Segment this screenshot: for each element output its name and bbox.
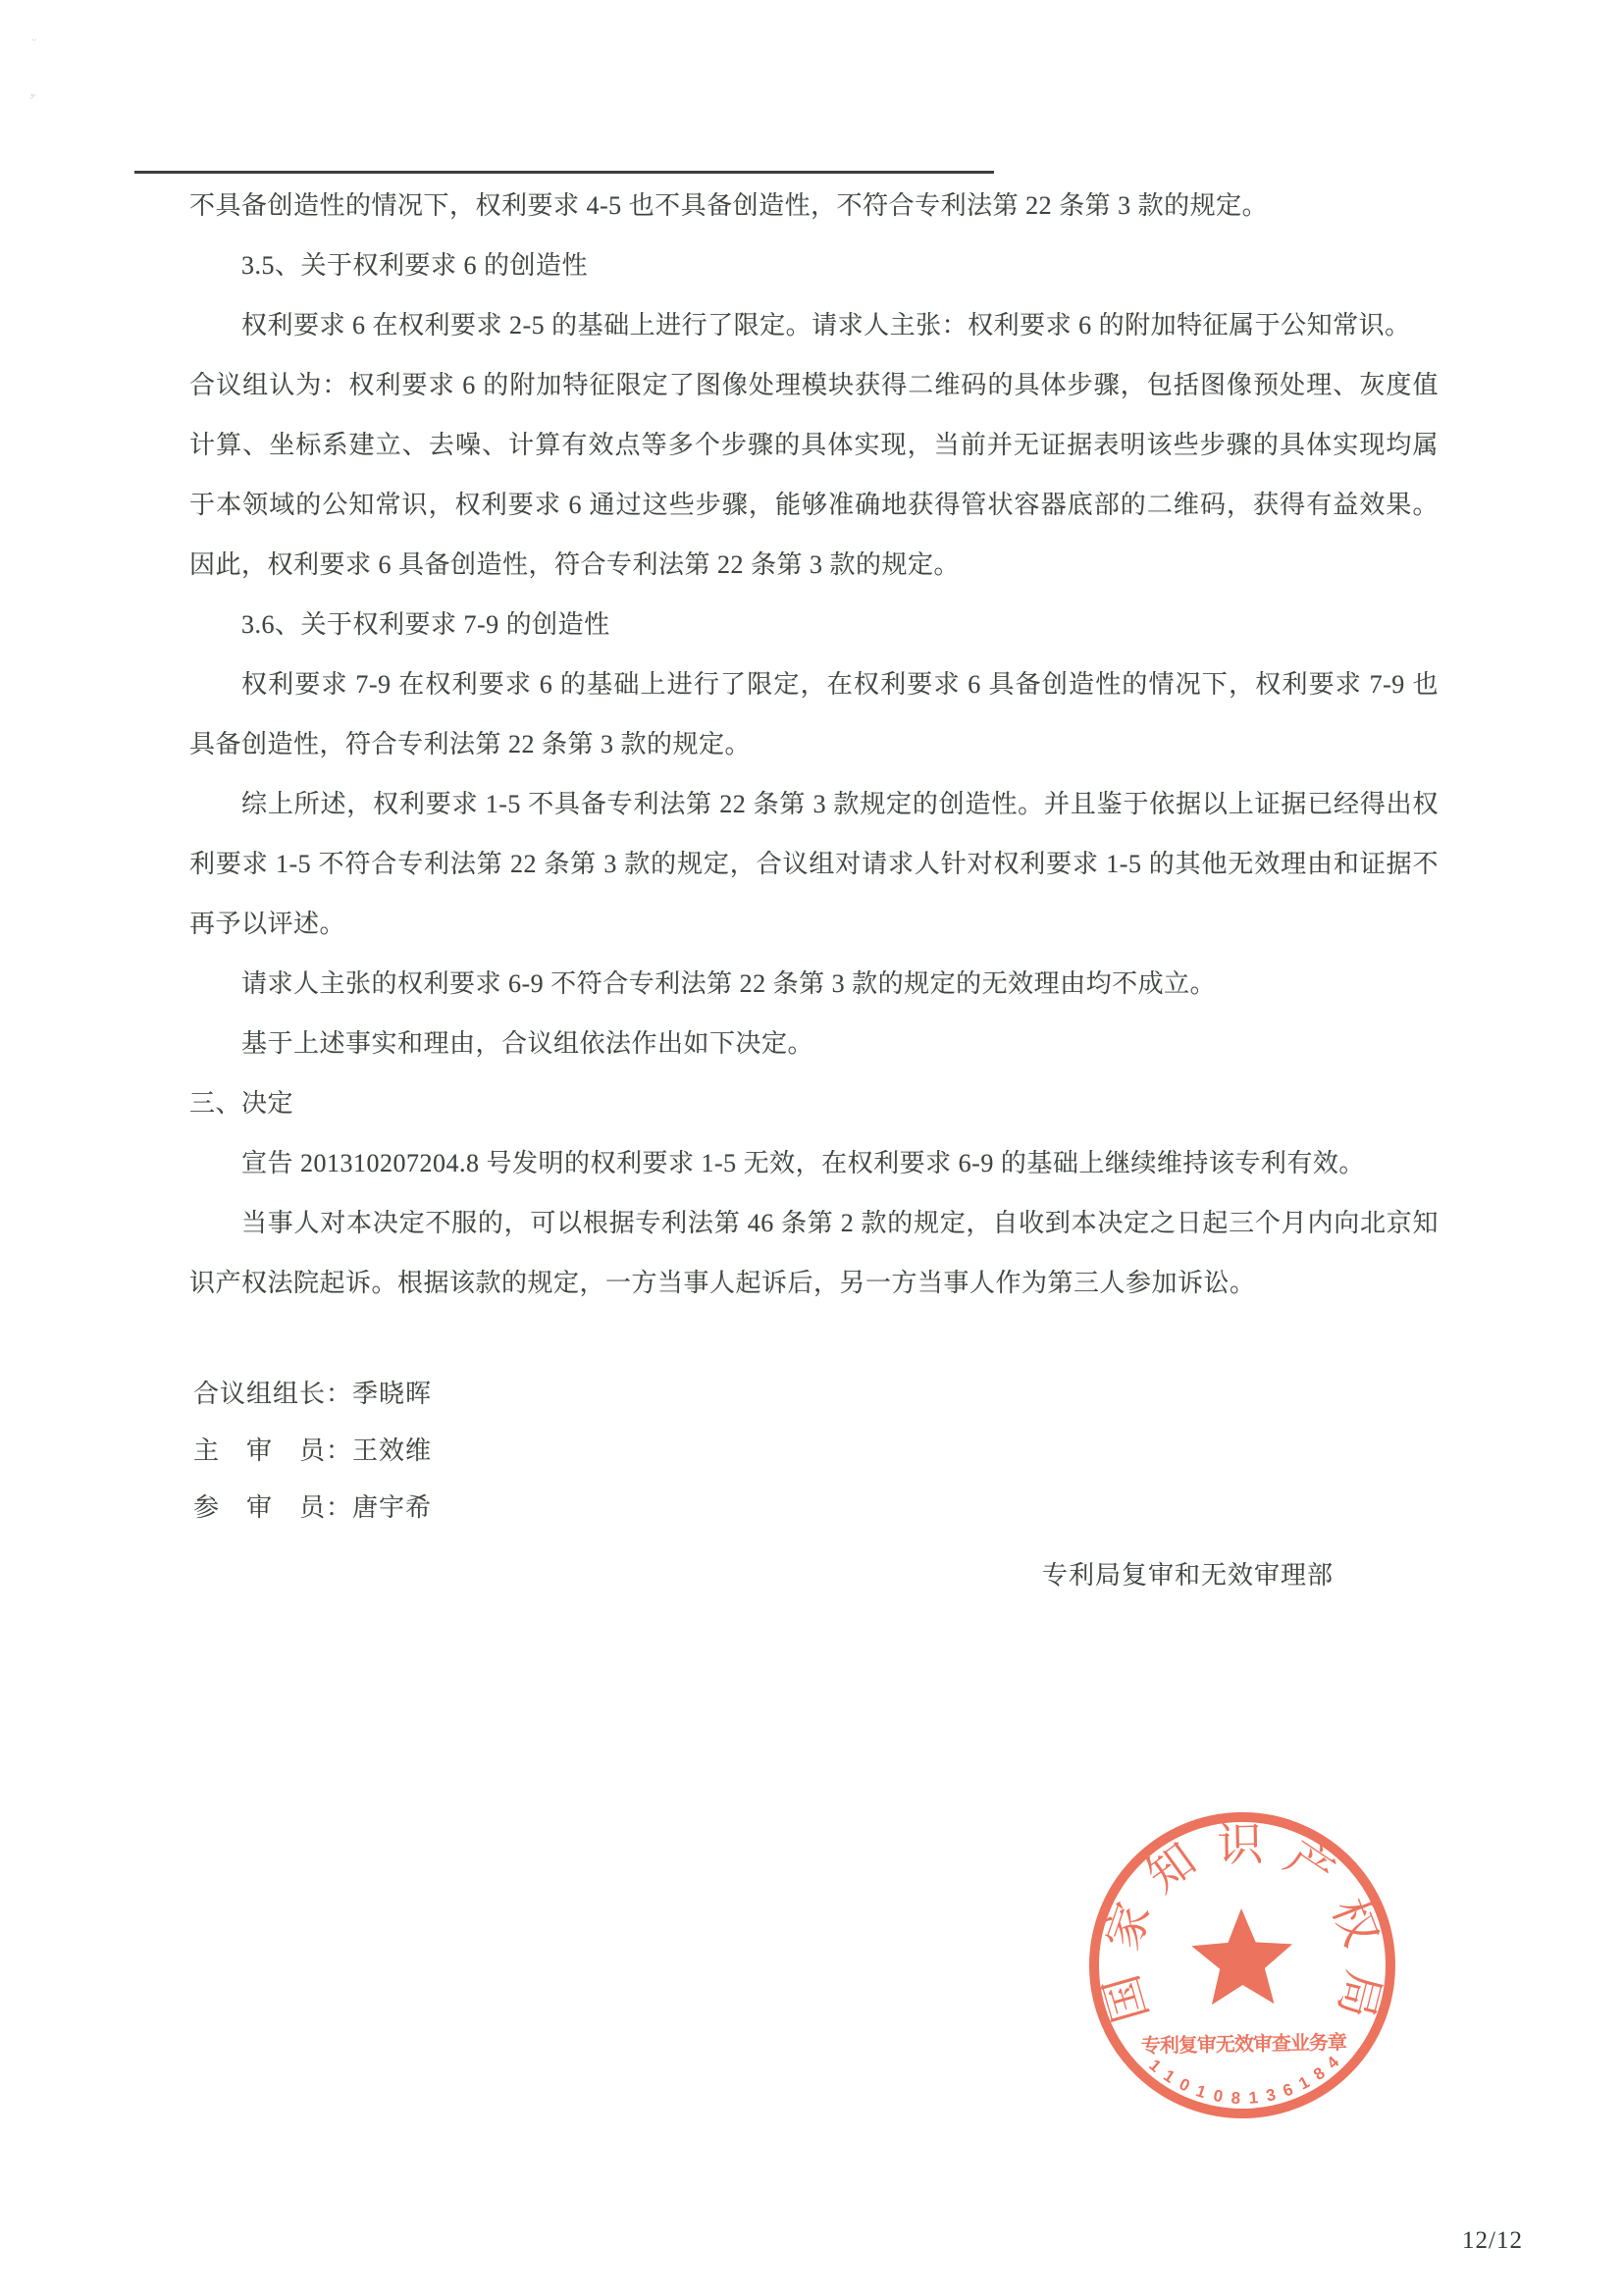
text-line: 3.5、关于权利要求 6 的创造性 bbox=[241, 251, 589, 280]
seal-serial-digit: 8 bbox=[1310, 2063, 1329, 2084]
official-seal bbox=[1074, 1798, 1410, 2133]
seal-serial-digit: 0 bbox=[1176, 2074, 1193, 2096]
seal-serial-digit: 1 bbox=[1160, 2065, 1178, 2087]
text-line: 宣告 201310207204.8 号发明的权利要求 1-5 无效，在权利要求 6-9 的基础上继续维持该专利有效。 bbox=[241, 1149, 1365, 1177]
seal-ring-char: 家 bbox=[1097, 1896, 1161, 1957]
seal-ring-char: 局 bbox=[1328, 1965, 1389, 2023]
seal-serial-digit: 1 bbox=[1247, 2088, 1259, 2108]
text-line: 于本领域的公知常识，权利要求 6 通过这些步骤，能够准确地获得管状容器底部的二维码，获得有益效果。 bbox=[189, 491, 1439, 519]
seal-serial-digit: 4 bbox=[1323, 2052, 1343, 2073]
text-line: 权利要求 6 在权利要求 2-5 的基础上进行了限定。请求人主张：权利要求 6 的附加特征属于公知常识。 bbox=[241, 311, 1411, 339]
text-line: 利要求 1-5 不符合专利法第 22 条第 3 款的规定，合议组对请求人针对权利要求 1-5 的其他无效理由和证据不 bbox=[189, 850, 1439, 878]
seal-serial-digit: 3 bbox=[1264, 2085, 1278, 2106]
text-line: 三、决定 bbox=[189, 1089, 294, 1118]
seal-serial-digit: 8 bbox=[1230, 2088, 1241, 2109]
top-rule bbox=[134, 171, 994, 174]
panel-chief-line: 合议组组长：季晓晖 bbox=[193, 1380, 433, 1408]
participating-examiner-line: 参 审 员：唐宇希 bbox=[193, 1493, 433, 1522]
text-line: 再予以评述。 bbox=[189, 910, 346, 938]
seal-serial-digit: 1 bbox=[1193, 2081, 1209, 2103]
text-line: 基于上述事实和理由，合议组依法作出如下决定。 bbox=[241, 1029, 814, 1058]
text-line: 3.6、关于权利要求 7-9 的创造性 bbox=[241, 610, 610, 639]
seal-serial-digit: 6 bbox=[1280, 2079, 1296, 2101]
page-number: 12/12 bbox=[1462, 2227, 1523, 2254]
seal-serial-digit: 1 bbox=[1295, 2072, 1313, 2094]
seal-ring-char: 权 bbox=[1322, 1892, 1387, 1954]
text-line: 合议组认为：权利要求 6 的附加特征限定了图像处理模块获得二维码的具体步骤，包括图像预处理、灰度值 bbox=[189, 371, 1439, 399]
text-line: 计算、坐标系建立、去噪、计算有效点等多个步骤的具体实现，当前并无证据表明该些步骤的具体实现均属 bbox=[189, 431, 1439, 459]
text-line: 综上所述，权利要求 1-5 不具备专利法第 22 条第 3 款规定的创造性。并且鉴于依据以上证据已经得出权 bbox=[241, 790, 1439, 818]
text-line: 当事人对本决定不服的，可以根据专利法第 46 条第 2 款的规定，自收到本决定之日起三个月内向北京知 bbox=[241, 1209, 1439, 1237]
document-body bbox=[189, 176, 1439, 1313]
seal-serial-digit: 0 bbox=[1212, 2086, 1225, 2107]
text-line: 不具备创造性的情况下，权利要求 4-5 也不具备创造性，不符合专利法第 22 条第 3 款的规定。 bbox=[189, 191, 1269, 220]
seal-group bbox=[1091, 1814, 1392, 2115]
seal-ring-char: 知 bbox=[1137, 1834, 1206, 1904]
department-line: 专利局复审和无效审理部 bbox=[1042, 1561, 1335, 1590]
signature-block bbox=[193, 1366, 432, 1537]
seal-ring-char: 国 bbox=[1096, 1968, 1159, 2028]
text-line: 权利要求 7-9 在权利要求 6 的基础上进行了限定，在权利要求 6 具备创造性的情况下，权利要求 7-9 也 bbox=[241, 670, 1439, 699]
text-line: 具备创造性，符合专利法第 22 条第 3 款的规定。 bbox=[189, 730, 752, 758]
text-line: 因此，权利要求 6 具备创造性，符合专利法第 22 条第 3 款的规定。 bbox=[189, 550, 961, 579]
seal-banner-text: 专利复审无效审查业务章 bbox=[1140, 2032, 1347, 2058]
seal-ring-char: 识 bbox=[1216, 1819, 1264, 1872]
star-icon bbox=[1191, 1907, 1293, 2005]
scan-artifact: ᵓ̈ bbox=[27, 89, 35, 106]
scan-artifact: ᵕ bbox=[30, 31, 37, 48]
text-line: 识产权法院起诉。根据该款的规定，一方当事人起诉后，另一方当事人作为第三人参加诉讼。 bbox=[189, 1269, 1256, 1297]
text-line: 请求人主张的权利要求 6-9 不符合专利法第 22 条第 3 款的规定的无效理由均不成立。 bbox=[241, 969, 1217, 998]
seal-serial-digit: 1 bbox=[1145, 2056, 1165, 2076]
seal-ring-char: 产 bbox=[1276, 1832, 1343, 1901]
primary-examiner-line: 主 审 员：王效维 bbox=[193, 1436, 433, 1465]
